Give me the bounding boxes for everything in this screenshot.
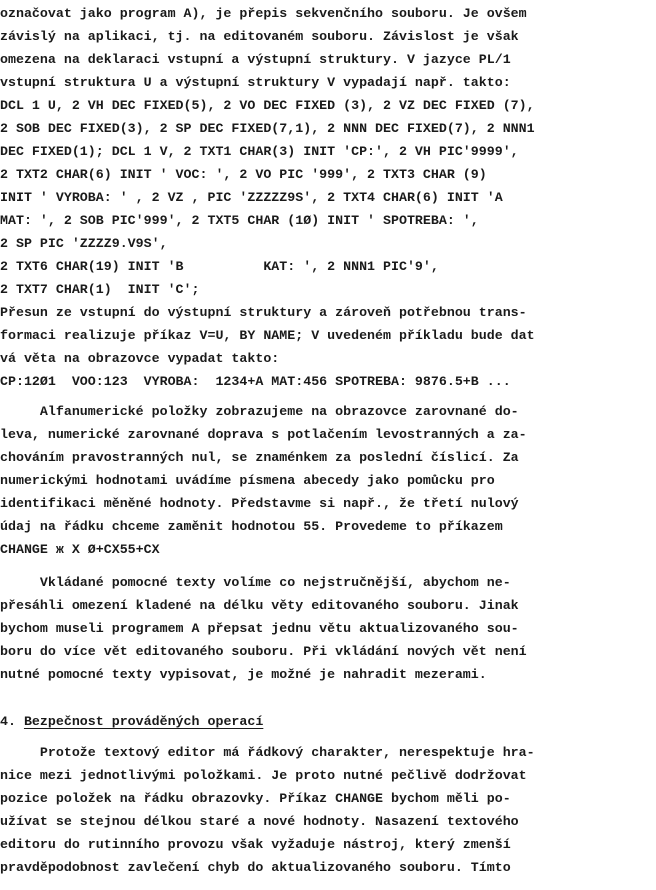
section-heading: [0, 712, 263, 732]
text-line: Alfanumerické položky zobrazujeme na obrazovce zarovnané do-: [0, 404, 519, 419]
text-line: označovat jako program A), je přepis sekvenčního souboru. Je ovšem: [0, 6, 527, 21]
text-line: editoru do rutinního provozu však vyžaduje nástroj, který zmenší: [0, 837, 511, 852]
text-line: nice mezi jednotlivými položkami. Je proto nutné pečlivě dodržovat: [0, 768, 527, 783]
text-line: pozice položek na řádku obrazovky. Příkaz CHANGE bychom měli po-: [0, 791, 511, 806]
text-line: chováním pravostranných nul, se znaménkem za poslední číslicí. Za: [0, 450, 519, 465]
text-line: CHANGE ж X Ø+CX55+CX: [0, 542, 160, 557]
text-line: závislý na aplikaci, tj. na editovaném souboru. Závislost je však: [0, 29, 519, 44]
text-line: přesáhli omezení kladené na délku věty editovaného souboru. Jinak: [0, 598, 519, 613]
text-line: Vkládané pomocné texty volíme co nejstručnější, abychom ne-: [0, 575, 511, 590]
text-line: formaci realizuje příkaz V=U, BY NAME; V uvedeném příkladu bude dat: [0, 328, 535, 343]
text-line: 2 TXT6 CHAR(19) INIT 'B KAT: ', 2 NNN1 PIC'9',: [0, 259, 439, 274]
text-line: 2 SOB DEC FIXED(3), 2 SP DEC FIXED(7,1), 2 NNN DEC FIXED(7), 2 NNN1: [0, 121, 535, 136]
text-line: nutné pomocné texty vypisovat, je možné je nahradit mezerami.: [0, 667, 487, 682]
text-line: DCL 1 U, 2 VH DEC FIXED(5), 2 VO DEC FIXED (3), 2 VZ DEC FIXED (7),: [0, 98, 535, 113]
text-line: údaj na řádku chceme zaměnit hodnotou 55. Provedeme to příkazem: [0, 519, 503, 534]
text-line: vá věta na obrazovce vypadat takto:: [0, 351, 280, 366]
text-line: identifikaci měněné hodnoty. Představme si např., že třetí nulový: [0, 496, 519, 511]
text-line: 2 SP PIC 'ZZZZ9.V9S',: [0, 236, 168, 251]
text-line: boru do více vět editovaného souboru. Při vkládání nových vět není: [0, 644, 527, 659]
text-line: omezena na deklaraci vstupní a výstupní struktury. V jazyce PL/1: [0, 52, 511, 67]
text-line: Protože textový editor má řádkový charakter, nerespektuje hra-: [0, 745, 535, 760]
text-line: leva, numerické zarovnané doprava s potlačením levostranných a za-: [0, 427, 527, 442]
text-line: užívat se stejnou délkou staré a nové hodnoty. Nasazení textového: [0, 814, 519, 829]
text-line: 2 TXT7 CHAR(1) INIT 'C';: [0, 282, 200, 297]
section-number: 4.: [0, 714, 24, 729]
text-line: INIT ' VYROBA: ' , 2 VZ , PIC 'ZZZZZ9S', 2 TXT4 CHAR(6) INIT 'A: [0, 190, 503, 205]
text-line: pravděpodobnost zavlečení chyb do aktualizovaného souboru. Tímto: [0, 860, 511, 875]
text-line: bychom museli programem A přepsat jednu větu aktualizovaného sou-: [0, 621, 519, 636]
text-line: 2 TXT2 CHAR(6) INIT ' VOC: ', 2 VO PIC '999', 2 TXT3 CHAR (9): [0, 167, 487, 182]
text-line: CP:12Ø1 VOO:123 VYROBA: 1234+A MAT:456 SPOTREBA: 9876.5+B ...: [0, 374, 511, 389]
text-line: numerickými hodnotami uvádíme písmena abecedy jako pomůcku pro: [0, 473, 495, 488]
text-line: MAT: ', 2 SOB PIC'999', 2 TXT5 CHAR (1Ø) INIT ' SPOTREBA: ',: [0, 213, 479, 228]
section-title: Bezpečnost prováděných operací: [23, 714, 264, 729]
text-line: Přesun ze vstupní do výstupní struktury a zároveň potřebnou trans-: [0, 305, 527, 320]
text-line: vstupní struktura U a výstupní struktury V vypadají např. takto:: [0, 75, 511, 90]
text-line: DEC FIXED(1); DCL 1 V, 2 TXT1 CHAR(3) INIT 'CP:', 2 VH PIC'9999',: [0, 144, 519, 159]
